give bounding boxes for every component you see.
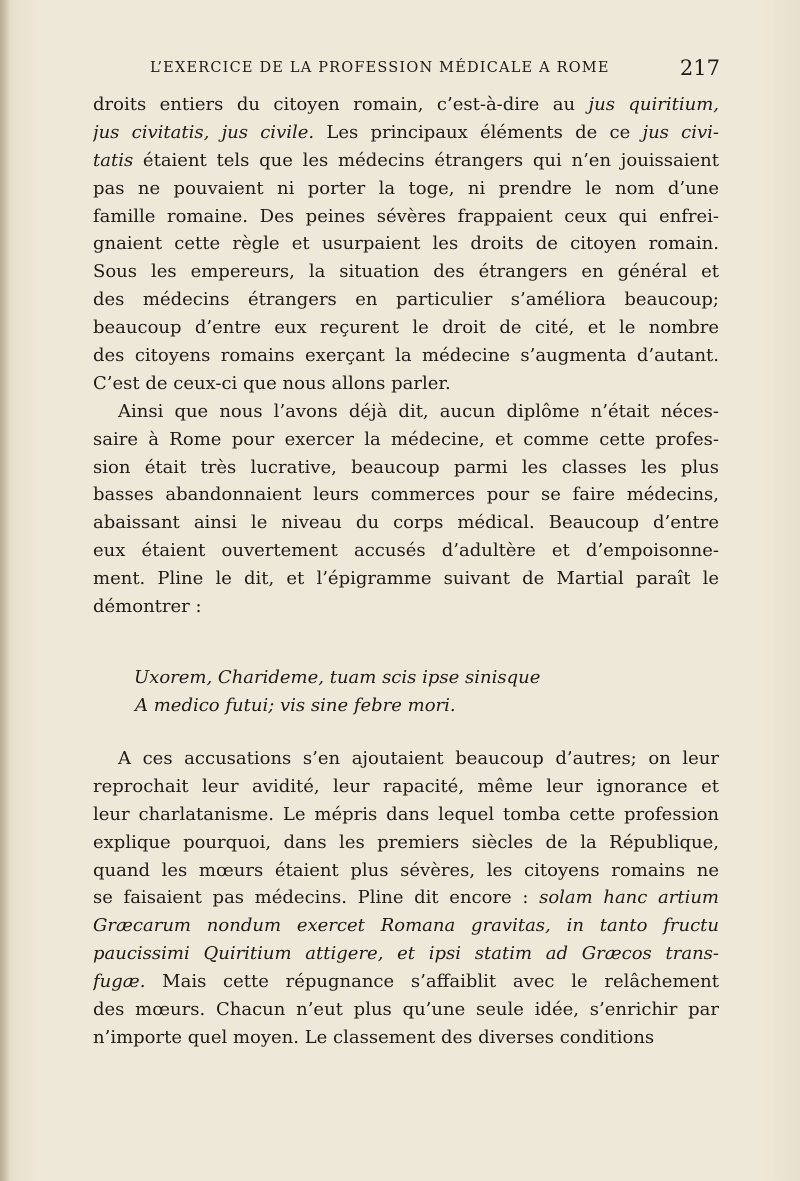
text-run: gnaient cette règle et usurpaient les droits de citoyen romain. [93,233,719,255]
text-line [93,829,719,857]
running-head: L’EXERCICE DE LA PROFESSION MÉDICALE A ROME [150,60,610,76]
body-text-top [93,91,719,621]
text-run: des citoyens romains exerçant la médecine s’augmenta d’autant. [93,345,719,367]
verse-quotation [134,664,634,720]
paragraph-2 [93,398,719,621]
text-run: abaissant ainsi le niveau du corps médical. Beaucoup d’entre [93,512,719,534]
text-run: beaucoup d’entre eux reçurent le droit de cité, et le nombre [93,317,719,339]
text-run: Ainsi que nous l’avons déjà dit, aucun diplôme n’était néces- [118,400,719,422]
text-line [93,203,719,231]
text-line [93,593,719,621]
text-run: n’importe quel moyen. Le classement des diverses conditions [93,1026,655,1048]
latin-italic-run: paucissimi Quiritium attigere, et ipsi statim ad Græcos trans- [93,943,719,965]
text-line [93,481,719,509]
latin-italic-run: fugæ. [93,971,146,993]
text-run: A ces accusations s’en ajoutaient beaucoup d’autres; on leur [118,748,719,769]
text-line [93,968,719,996]
paragraph-3 [93,745,719,1052]
text-line [93,996,719,1024]
paragraph-1 [93,91,719,398]
text-line [93,314,719,342]
text-line [93,426,719,454]
page-number: 217 [679,56,720,80]
text-run: Sous les empereurs, la situation des étrangers en général et [93,261,719,283]
latin-italic-run: jus quiritium, [588,94,719,115]
text-run: sion était très lucrative, beaucoup parmi les classes les plus [93,456,719,478]
text-run: eux étaient ouvertement accusés d’adultère et d’empoisonne- [93,540,719,562]
text-line [93,773,719,801]
text-run: Mais cette répugnance s’affaiblit avec le relâchement [145,971,719,993]
text-line [93,565,719,593]
text-run: étaient tels que les médecins étrangers qui n’en jouissaient [133,149,719,171]
latin-italic-run: jus civi- [642,121,719,143]
text-line [93,258,719,286]
text-line [93,940,719,968]
verse-line: Uxorem, Charideme, tuam scis ipse sinisque [134,667,541,688]
text-line [93,119,719,147]
text-line [93,147,719,175]
text-run: basses abandonnaient leurs commerces pour se faire médecins, [93,484,719,506]
text-run: ment. Pline le dit, et l’épigramme suivant de Martial paraît le [93,568,719,590]
text-line [93,91,719,119]
latin-italic-run: jus civitatis, jus civile. [93,121,315,143]
text-run: famille romaine. Des peines sévères frappaient ceux qui enfrei- [93,205,719,227]
text-run: se faisaient pas médecins. Pline dit encore : [93,887,540,909]
text-run: C’est de ceux-ci que nous allons parler. [93,372,451,394]
text-line [93,230,719,258]
verse-line: A medico futui; vis sine febre mori. [135,695,456,716]
text-line [93,454,719,482]
latin-italic-run: solam hanc artium [539,887,719,909]
text-line [93,1024,719,1052]
text-line [93,745,719,773]
text-run: démontrer : [93,596,202,618]
text-run: Les principaux éléments de ce [314,121,643,143]
text-run: leur charlatanisme. Le mépris dans lequel tomba cette profession [93,803,719,825]
text-line [93,175,719,203]
text-line [93,912,719,940]
text-line [93,537,719,565]
text-line [93,884,719,912]
text-run: des médecins étrangers en particulier s’améliora beaucoup; [93,289,719,311]
binding-shadow [0,0,10,1181]
latin-italic-run: tatis [93,149,134,171]
text-line [93,801,719,829]
text-line [93,857,719,885]
text-run: reprochait leur avidité, leur rapacité, même leur ignorance et [93,775,719,797]
text-run: quand les mœurs étaient plus sévères, les citoyens romains ne [93,859,719,881]
text-line [93,342,719,370]
body-text-bottom [93,745,719,1052]
text-line [93,509,719,537]
page-header [150,56,720,86]
text-line [93,286,719,314]
text-line [93,398,719,426]
text-run: saire à Rome pour exercer la médecine, et comme cette profes- [93,428,719,450]
latin-italic-run: Græcarum nondum exercet Romana gravitas, in tanto fructu [93,915,719,937]
text-run: pas ne pouvaient ni porter la toge, ni prendre le nom d’une [93,177,719,199]
text-run: explique pourquoi, dans les premiers siècles de la République, [93,831,719,853]
text-run: droits entiers du citoyen romain, c’est-à-dire au [93,94,589,115]
text-line [93,370,719,398]
text-run: des mœurs. Chacun n’eut plus qu’une seule idée, s’enrichir par [93,999,719,1021]
